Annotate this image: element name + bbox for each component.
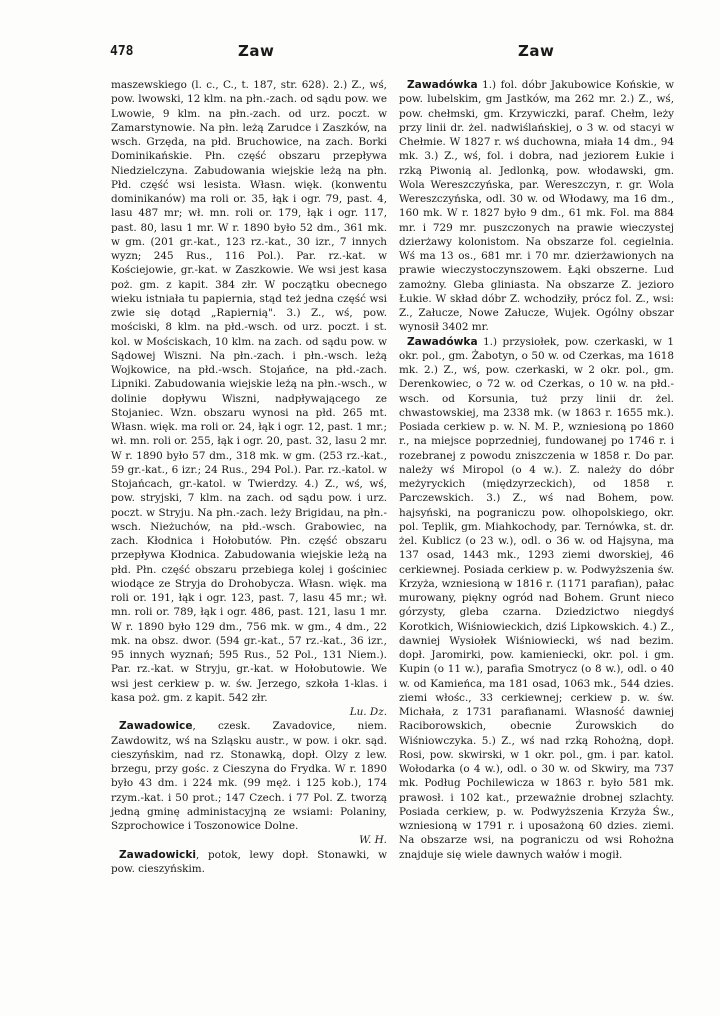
entry-text: , potok, lewy dopł. Stonawki, w pow. cieszyńskim.: [111, 848, 387, 875]
entry-text: maszewskiego (l. c., C., t. 187, str. 628). 2.) Z., wś, pow. lwowski, 12 klm. na płn.-zach. od sądu pow. we Lwowie, 9 klm. na płn.-zach. od urz. poczt. w Zamarstynowie. Na płn. leżą Zarudce i Zaszków, na wsch. Grzęda, na płd. Bruchowice, na zach. Borki Dominikańskie. Płn. część obszaru przepływa Niedzielczyna. Zabudowania wiejskie leżą na płn. Płd. część wsi lesista. Własn. więk. (konwentu dominikanów) ma roli or. 35, łąk i ogr. 79, past. 4, lasu 487 mr; wł. mn. roli or. 179, łąk i ogr. 117, past. 80, lasu 1 mr. W r. 1890 było 52 dm., 361 mk. w gm. (201 gr.-kat., 123 rz.-kat., 30 izr., 7 innych wyzn; 245 Rus., 116 Pol.). Par. rz.-kat. w Kościejowie, gr.-kat. w Zaszkowie. We wsi jest kasa poż. gm. z kapit. 384 złr. W początku obecnego wieku istniała tu papiernia, stąd też jedna część wsi zwie się dotąd „Rapiernią". 3.) Z., wś, pow. mościski, 8 klm. na płd.-wsch. od urz. poczt. i st. kol. w Mościskach, 10 klm. na zach. od sądu pow. w Sądowej Wiszni. Na płn.-zach. i płn.-wsch. leżą Wojkowice, na płd.-wsch. Stojańce, na płd.-zach. Lipniki. Zabudowania wiejskie leżą na płn.-wsch., w dolinie dopływu Wiszni, nadpływającego ze Stojaniec. Wzn. obszaru wynosi na płd. 265 mt. Własn. więk. ma roli or. 24, łąk i ogr. 12, past. 1 mr.; wł. mn. roli or. 255, łąk i ogr. 20, past. 32, lasu 2 mr. W r. 1890 było 57 dm., 318 mk. w gm. (253 rz.-kat., 59 gr.-kat., 6 izr.; 24 Rus., 294 Pol.). Par. rz.-katol. w Stojańcach, gr.-katol. w Twierdzy. 4.) Z., wś, wś, pow. stryjski, 7 klm. na zach. od sądu pow. i urz. poczt. w Stryju. Na płn.-zach. leży Brigidau, na płn.-wsch. Nieżuchów, na płd.-wsch. Grabowiec, na zach. Kłodnica i Hołobutów. Płn. część obszaru przepływa Kłodnica. Zabudowania wiejskie leżą na płd. Płn. część obszaru przebiega kolej i gościniec wiodące ze Stryja do Drohobycza. Własn. więk. ma roli or. 191, łąk i ogr. 123, past. 7, lasu 45 mr.; wł. mn. roli or. 789, łąk i ogr. 486, past. 121, lasu 1 mr. W r. 1890 było 129 dm., 756 mk. w gm., 4 dm., 22 mk. na obsz. dwor. (594 gr.-kat., 57 rz.-kat., 36 izr., 95 innych wyznań; 595 Rus., 52 Pol., 131 Niem.). Par. rz.-kat. w Stryju, gr.-kat. w Hołobutowie. We wsi jest cerkiew p. w. św. Jerzego, szkoła 1-klas. i kasa poż. gm. z kapit. 542 złr.: [111, 79, 387, 704]
entry-lemma: Zawadowicki: [119, 848, 197, 861]
entry-zawadowka-1: [399, 78, 674, 335]
entry-text: 1.) fol. dóbr Jakubowice Końskie, w pow. lubelskim, gm Jastków, ma 262 mr. 2.) Z., wś, pow. chełmski, gm. Krzywiczki, paraf. Chełm, leży przy linii dr. żel. nadwiślańskiej, o 3 w. od stacyi w Chełmie. W 1827 r. wś duchowna, miała 14 dm., 94 mk. 3.) Z., wś, fol. i dobra, nad jeziorem Łukie i rzką Piwonią al. Jedlonką, pow. włodawski, gm. Wola Wereszczyńska, par. Wereszczyn, r. gr. Wola Wereszczyńska, odl. 30 w. od Włodawy, ma 16 dm., 160 mk. W r. 1827 było 9 dm., 61 mk. Fol. ma 884 mr. i 729 mr. puszczonych na prawie wieczystej dzierżawy kolonistom. Na obszarze fol. cegielnia. Wś ma 13 os., 681 mr. i 70 mr. dzierżawionych na prawie wieczystoczynszowem. Łąki obszerne. Lud zamożny. Gleba gliniasta. Na obszarze Z. jezioro Łukie. W skład dóbr Z. wchodziły, prócz fol. Z., wsi: Z., Załucze, Nowe Załucze, Wujek. Ogólny obszar wynosił 3402 mr.: [399, 79, 674, 334]
entry-lemma: Zawadowice: [119, 720, 193, 733]
entry-signature: Lu. Dz.: [349, 706, 387, 718]
entry-zawadowka-2: [399, 335, 674, 862]
entry-zawadowice: [111, 719, 387, 847]
left-column: [111, 78, 387, 876]
running-head-left: Zaw: [238, 42, 275, 60]
entry-signature: W. H.: [359, 834, 387, 847]
entry-zawadow-continued: [111, 78, 387, 719]
entry-text: , czesk. Zavadovice, niem. Zawdowitz, wś na Szląsku austr., w pow. i okr. sąd. cieszyńskim, nad rz. Stonawką, dopł. Olzy z lew. brzegu, przy gośc. z Cieszyna do Frydka. W r. 1890 było 43 dm. i 224 mk. (99 męż. i 125 kob.), 174 rzym.-kat. i 50 prot.; 147 Czech. i 77 Pol. Z. tworzą jedną gminę administacyjną ze wsiami: Polaniny, Szprochowice i Toszonowice Dolne.: [111, 720, 387, 832]
entry-text: 1.) przysiołek, pow. czerkaski, w 1 okr. pol., gm. Żabotyn, o 50 w. od Czerkas, ma 1618 mk. 2.) Z., wś, pow. czerkaski, w 2 okr. pol., gm. Derenkowiec, o 72 w. od Czerkas, o 10 w. na płd.-wsch. od Korsunia, tuż przy linii dr. żel. chwastowskiej, ma 2338 mk. (w 1863 r. 1655 mk.). Posiada cerkiew p. w. N. M. P., wzniesioną po 1860 r., na miejsce poprzedniej, fundowanej po 1746 r. i rozebranej z powodu zniszczenia w 1858 r. Do par. należy wś Miropol (o 4 w.). Z. należy do dóbr meżyryckich (międzyrzeckich), od 1858 r. Parczewskich. 3.) Z., wś nad Bohem, pow. hajsyński, na pograniczu pow. olhopolskiego, okr. pol. Teplik, gm. Miahkochody, par. Ternówka, st. dr. żel. Kublicz (o 23 w.), odl. o 36 w. od Hajsyna, ma 137 osad, 1443 mk., 1293 ziemi dworskiej, 46 cerkiewnej. Posiada cerkiew p. w. Podwyższenia św. Krzyża, wzniesioną w 1816 r. (1171 parafian), pałac murowany, piękny ogród nad Bohem. Grunt nieco górzysty, gleba czarna. Dziedzictwo niegdyś Korotkich, Wiśniowieckich, dziś Lipkowskich. 4.) Z., dawniej Wysiołek Wiśniowiecki, wś nad bezim. dopł. Jaromirki, pow. kamieniecki, okr. pol. i gm. Kupin (o 11 w.), parafia Smotrycz (o 8 w.), odl. o 40 w. od Kamieńca, ma 181 osad, 1063 mk., 544 dzies. ziemi włośc., 33 cerkiewnej; cerkiew p. w. św. Michała, z 1731 parafianami. Własność dawniej Raciborowskich, obecnie Żurowskich do Wiśniowczyka. 5.) Z., wś nad rzką Rohożną, dopł. Rosi, pow. skwirski, w 1 okr. pol., gm. i par. katol. Wołodarka (o 4 w.), odl. o 30 w. od Skwiry, ma 737 mk. Podług Pochilewicza w 1863 r. było 581 mk. prawosł. i 102 kat., przeważnie drobnej szlachty. Posiada cerkiew, p. w. Podwyższenia Krzyża Św., wzniesioną w 1791 r. i uposażoną 60 dzies. ziemi. Na obszarze wsi, na pograniczu od wsi Rohożna znajduje się wiele dawnych wałów i mogił.: [399, 335, 674, 861]
entry-lemma: Zawadówka: [407, 335, 478, 348]
running-head-right: Zaw: [518, 42, 555, 60]
page-number: 478: [110, 44, 134, 59]
entry-zawadowicki: [111, 848, 387, 877]
entry-lemma: Zawadówka: [407, 79, 478, 91]
right-column: [399, 78, 674, 862]
